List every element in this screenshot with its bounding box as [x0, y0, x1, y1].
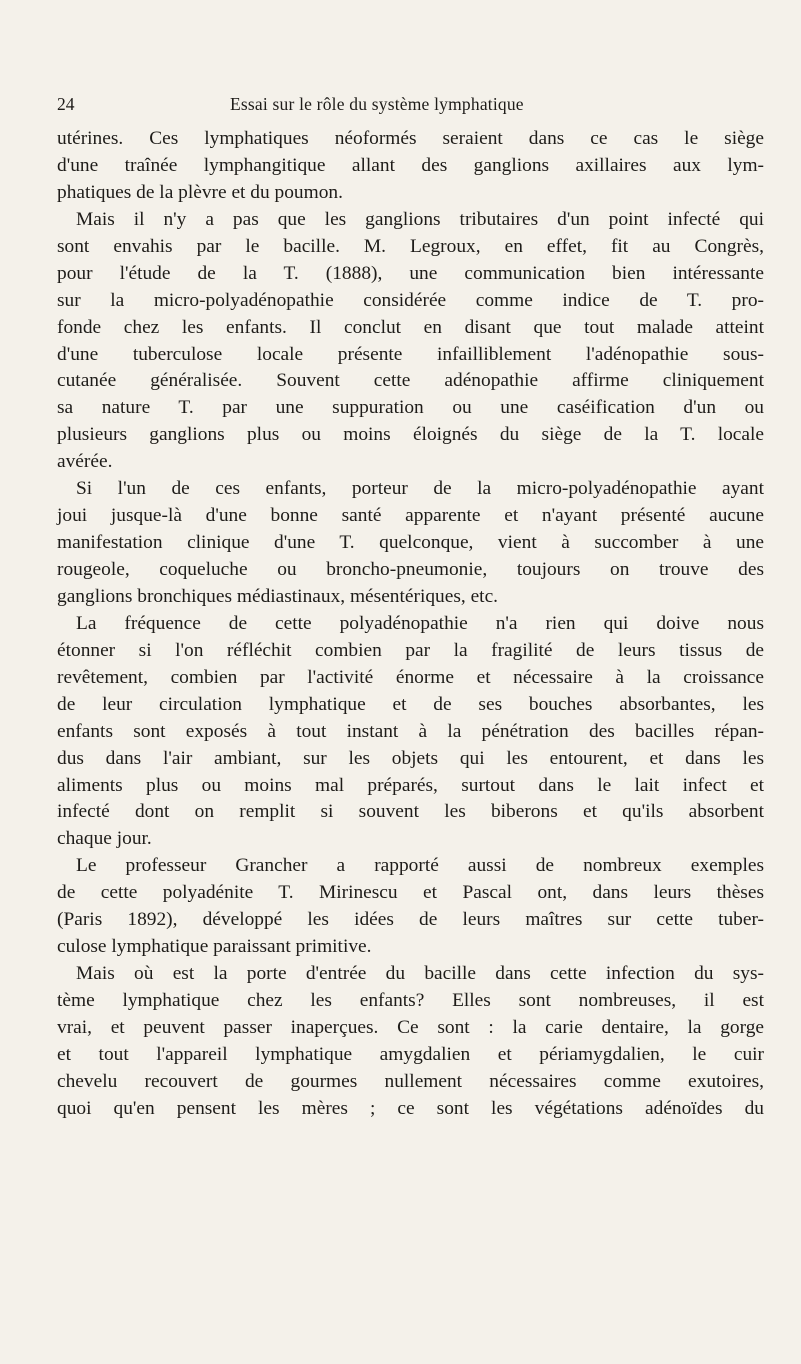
- text-line: dus dans l'air ambiant, sur les objets qui les entourent, et dans les: [57, 747, 764, 769]
- text-line: chevelu recouvert de gourmes nullement nécessaires comme exutoires,: [57, 1070, 764, 1092]
- text-line: d'une tuberculose locale présente infailliblement l'adénopathie sous-: [57, 343, 764, 365]
- running-header: [57, 92, 764, 116]
- text-line: Mais il n'y a pas que les ganglions tributaires d'un point infecté qui: [76, 208, 764, 230]
- text-line: de cette polyadénite T. Mirinescu et Pascal ont, dans leurs thèses: [57, 882, 764, 904]
- text-line: et tout l'appareil lymphatique amygdalien et périamygdalien, le cuir: [57, 1043, 764, 1065]
- text-line: chaque jour.: [57, 828, 152, 850]
- text-line: La fréquence de cette polyadénopathie n'a rien qui doive nous: [76, 612, 764, 634]
- text-line: sa nature T. par une suppuration ou une caséification d'un ou: [57, 397, 764, 419]
- text-line: étonner si l'on réfléchit combien par la fragilité de leurs tissus de: [57, 639, 764, 661]
- text-line: Le professeur Grancher a rapporté aussi de nombreux exemples: [76, 855, 764, 877]
- text-line: avérée.: [57, 451, 113, 473]
- text-line: infecté dont on remplit si souvent les biberons et qu'ils absorbent: [57, 801, 764, 823]
- text-line: rougeole, coqueluche ou broncho-pneumonie, toujours on trouve des: [57, 559, 764, 580]
- text-line: manifestation clinique d'une T. quelconque, vient à succomber à une: [57, 532, 764, 554]
- body-text: [57, 126, 764, 1123]
- text-line: cutanée généralisée. Souvent cette adénopathie affirme cliniquement: [57, 370, 764, 392]
- text-line: aliments plus ou moins mal préparés, surtout dans le lait infect et: [57, 774, 764, 796]
- text-line: phatiques de la plèvre et du poumon.: [57, 181, 343, 203]
- text-line: (Paris 1892), développé les idées de leurs maîtres sur cette tuber-: [57, 909, 764, 931]
- text-line: tème lymphatique chez les enfants? Elles sont nombreuses, il est: [57, 990, 764, 1011]
- text-line: vrai, et peuvent passer inaperçues. Ce sont : la carie dentaire, la gorge: [57, 1016, 764, 1038]
- text-line: Si l'un de ces enfants, porteur de la micro-polyadénopathie ayant: [76, 478, 764, 500]
- running-title: Essai sur le rôle du système lymphatique: [230, 94, 524, 114]
- text-line: quoi qu'en pensent les mères ; ce sont les végétations adénoïdes du: [57, 1097, 764, 1119]
- text-line: pour l'étude de la T. (1888), une communication bien intéressante: [57, 262, 764, 284]
- text-line: Mais où est la porte d'entrée du bacille dans cette infection du sys-: [76, 963, 764, 985]
- text-line: de leur circulation lymphatique et de ses bouches absorbantes, les: [57, 693, 764, 715]
- page-number: 24: [57, 94, 75, 114]
- text-line: enfants sont exposés à tout instant à la pénétration des bacilles répan-: [57, 720, 764, 742]
- text-line: sont envahis par le bacille. M. Legroux, en effet, fit au Congrès,: [57, 235, 764, 257]
- text-line: sur la micro-polyadénopathie considérée comme indice de T. pro-: [57, 289, 764, 311]
- text-line: fonde chez les enfants. Il conclut en disant que tout malade atteint: [57, 316, 764, 338]
- text-line: revêtement, combien par l'activité énorme et nécessaire à la croissance: [57, 666, 764, 688]
- text-line: culose lymphatique paraissant primitive.: [57, 936, 372, 958]
- text-line: d'une traînée lymphangitique allant des ganglions axillaires aux lym-: [57, 154, 764, 176]
- text-line: plusieurs ganglions plus ou moins éloignés du siège de la T. locale: [57, 424, 764, 446]
- text-line: ganglions bronchiques médiastinaux, mésentériques, etc.: [57, 585, 499, 607]
- text-line: joui jusque-là d'une bonne santé apparente et n'ayant présenté aucune: [57, 505, 764, 527]
- text-line: utérines. Ces lymphatiques néoformés seraient dans ce cas le siège: [57, 128, 764, 149]
